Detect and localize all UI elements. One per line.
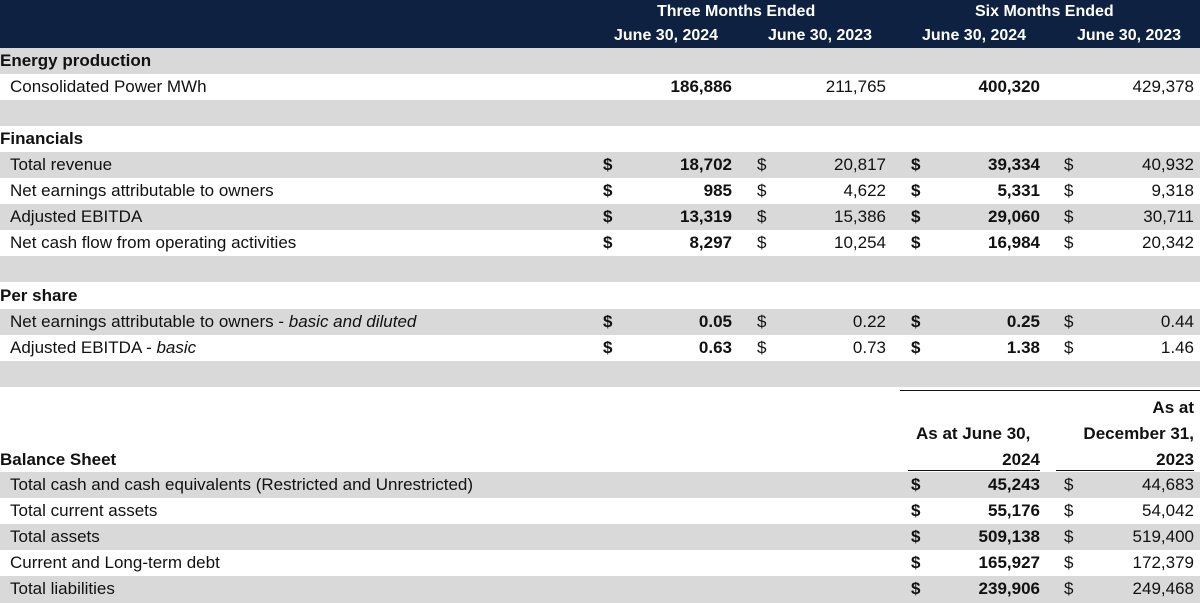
currency-symbol: $ [1064,312,1074,331]
currency-symbol: $ [911,553,921,572]
cell-value: 44,683 [1142,475,1194,494]
row-label: Total current assets [10,501,158,520]
three-months-heading: Three Months Ended [657,3,816,20]
table-header [0,0,1200,48]
row-label-qualifier: basic [156,338,197,357]
row-label: Total cash and cash equivalents (Restricted and Unrestricted) [10,475,474,494]
bs-col1-line1: As at June 30, [916,424,1031,443]
spacer-row [0,256,1200,282]
header-rule [900,390,1200,391]
row-label: Consolidated Power MWh [10,77,207,96]
cell-value: 9,318 [1151,181,1194,200]
cell-value: 509,138 [978,527,1040,546]
currency-symbol: $ [603,155,613,174]
table-row [0,576,1200,603]
column-underline [908,470,1040,471]
section-title-balance-sheet: Balance Sheet [0,450,117,469]
cell-value: 165,927 [978,553,1040,572]
column-header-ytd-2023: June 30, 2023 [1077,27,1182,44]
bs-col1-line2: 2024 [1002,450,1040,469]
row-label: Net cash flow from operating activities [10,233,297,252]
currency-symbol: $ [911,181,921,200]
currency-symbol: $ [911,501,921,520]
row-label: Total revenue [10,155,113,174]
cell-value: 239,906 [978,579,1040,598]
cell-value: 8,297 [689,233,732,252]
six-months-heading: Six Months Ended [975,3,1114,20]
bs-col2-line3: 2023 [1156,450,1194,469]
cell-value: 0.05 [698,312,732,331]
table-row [0,498,1200,524]
cell-value: 249,468 [1132,579,1194,598]
row-label [10,338,196,358]
section-row [0,48,1200,74]
cell-value: 0.63 [698,338,732,357]
currency-symbol: $ [911,207,921,226]
table-row [0,152,1200,178]
row-label-qualifier: basic and diluted [288,312,417,331]
cell-value: 429,378 [1132,77,1194,96]
cell-value: 18,702 [680,155,732,174]
currency-symbol: $ [911,527,921,546]
cell-value: 0.73 [852,338,886,357]
section-row [0,126,1200,152]
row-label: Total assets [10,527,100,546]
cell-value: 10,254 [834,233,886,252]
cell-value: 40,932 [1142,155,1194,174]
currency-symbol: $ [603,181,613,200]
currency-symbol: $ [1064,338,1074,357]
currency-symbol: $ [603,312,613,331]
cell-value: 211,765 [825,77,886,96]
currency-symbol: $ [1064,579,1074,598]
row-label: Current and Long-term debt [10,553,220,572]
cell-value: 519,400 [1132,527,1194,546]
currency-symbol: $ [757,312,767,331]
currency-symbol: $ [1064,155,1074,174]
table-row [0,204,1200,230]
cell-value: 55,176 [988,501,1040,520]
row-label: Total liabilities [10,579,115,598]
currency-symbol: $ [603,207,613,226]
cell-value: 400,320 [978,77,1040,96]
table-row [0,309,1200,335]
row-label [10,312,416,332]
table-row [0,550,1200,576]
cell-value: 39,334 [988,155,1040,174]
table-row [0,335,1200,361]
currency-symbol: $ [911,155,921,174]
currency-symbol: $ [757,207,767,226]
column-header-ytd-2024: June 30, 2024 [922,27,1027,44]
cell-value: 15,386 [834,207,886,226]
cell-value: 1.46 [1160,338,1194,357]
section-title-financials: Financials [0,129,84,148]
bs-col2-line2: December 31, [1083,424,1194,443]
currency-symbol: $ [757,181,767,200]
cell-value: 20,817 [834,155,886,174]
currency-symbol: $ [1064,553,1074,572]
currency-symbol: $ [1064,207,1074,226]
currency-symbol: $ [757,155,767,174]
cell-value: 20,342 [1142,233,1194,252]
cell-value: 172,379 [1132,553,1194,572]
table-row [0,74,1200,100]
cell-value: 0.25 [1006,312,1040,331]
bs-col2-line1: As at [1152,398,1194,417]
cell-value: 29,060 [988,207,1040,226]
column-underline [1056,470,1194,471]
column-header-q2-2023: June 30, 2023 [768,27,873,44]
table-row [0,178,1200,204]
currency-symbol: $ [603,233,613,252]
currency-symbol: $ [1064,233,1074,252]
currency-symbol: $ [1064,181,1074,200]
cell-value: 5,331 [997,181,1040,200]
row-label: Adjusted EBITDA [10,207,143,226]
currency-symbol: $ [1064,501,1074,520]
table-row [0,524,1200,550]
table-row [0,472,1200,498]
currency-symbol: $ [757,233,767,252]
cell-value: 54,042 [1142,501,1194,520]
row-label-text: Adjusted EBITDA - [10,338,157,357]
currency-symbol: $ [911,338,921,357]
cell-value: 186,886 [670,77,732,96]
currency-symbol: $ [1064,475,1074,494]
currency-symbol: $ [757,338,767,357]
table-row [0,230,1200,256]
currency-symbol: $ [911,233,921,252]
section-row [0,283,1200,309]
currency-symbol: $ [911,475,921,494]
column-header-q2-2024: June 30, 2024 [614,27,719,44]
row-label-text: Net earnings attributable to owners - [10,312,289,331]
section-title-per-share: Per share [0,286,78,305]
cell-value: 4,622 [843,181,886,200]
currency-symbol: $ [911,312,921,331]
row-label: Net earnings attributable to owners [10,181,274,200]
section-title-energy: Energy production [0,51,152,70]
spacer-row [0,100,1200,126]
cell-value: 0.22 [852,312,886,331]
cell-value: 985 [703,181,732,200]
cell-value: 30,711 [1143,207,1194,226]
cell-value: 45,243 [988,475,1040,494]
cell-value: 13,319 [680,207,732,226]
currency-symbol: $ [603,338,613,357]
currency-symbol: $ [911,579,921,598]
cell-value: 1.38 [1006,338,1040,357]
cell-value: 16,984 [988,233,1040,252]
cell-value: 0.44 [1160,312,1194,331]
currency-symbol: $ [1064,527,1074,546]
spacer-row [0,361,1200,387]
